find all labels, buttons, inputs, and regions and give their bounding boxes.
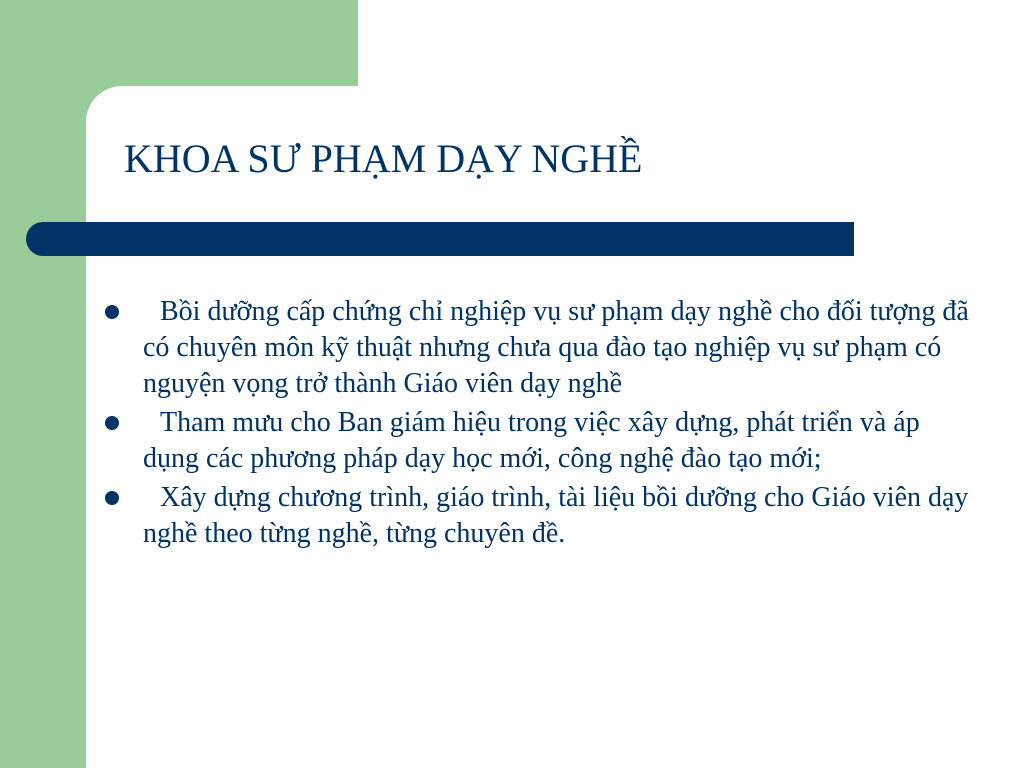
bullet-text: Bồi dưỡng cấp chứng chỉ nghiệp vụ sư phạm dạy nghề cho đối tượng đã có chuyên môn kỹ thuật nhưng chưa qua đào tạo nghiệp vụ sư phạm có nguyện vọng trở thành Giáo viên dạy nghề — [143, 296, 969, 399]
bullet-item — [0, 480, 973, 552]
bullet-item — [0, 294, 973, 402]
slide-title: KHOA SƯ PHẠM DẠY NGHỀ — [124, 136, 643, 181]
bullet-list — [0, 294, 1024, 555]
bullet-item — [0, 405, 973, 477]
title-underline-bar — [26, 222, 854, 256]
bullet-text: Xây dựng chương trình, giáo trình, tài liệu bồi dưỡng cho Giáo viên dạy nghề theo từng nghề, từng chuyên đề. — [143, 482, 969, 549]
bullet-dot-icon — [105, 416, 119, 430]
bullet-text: Tham mưu cho Ban giám hiệu trong việc xây dựng, phát triển và áp dụng các phương pháp dạy học mới, công nghệ đào tạo mới; — [143, 407, 920, 474]
bullet-dot-icon — [105, 305, 119, 319]
bullet-dot-icon — [105, 491, 119, 505]
